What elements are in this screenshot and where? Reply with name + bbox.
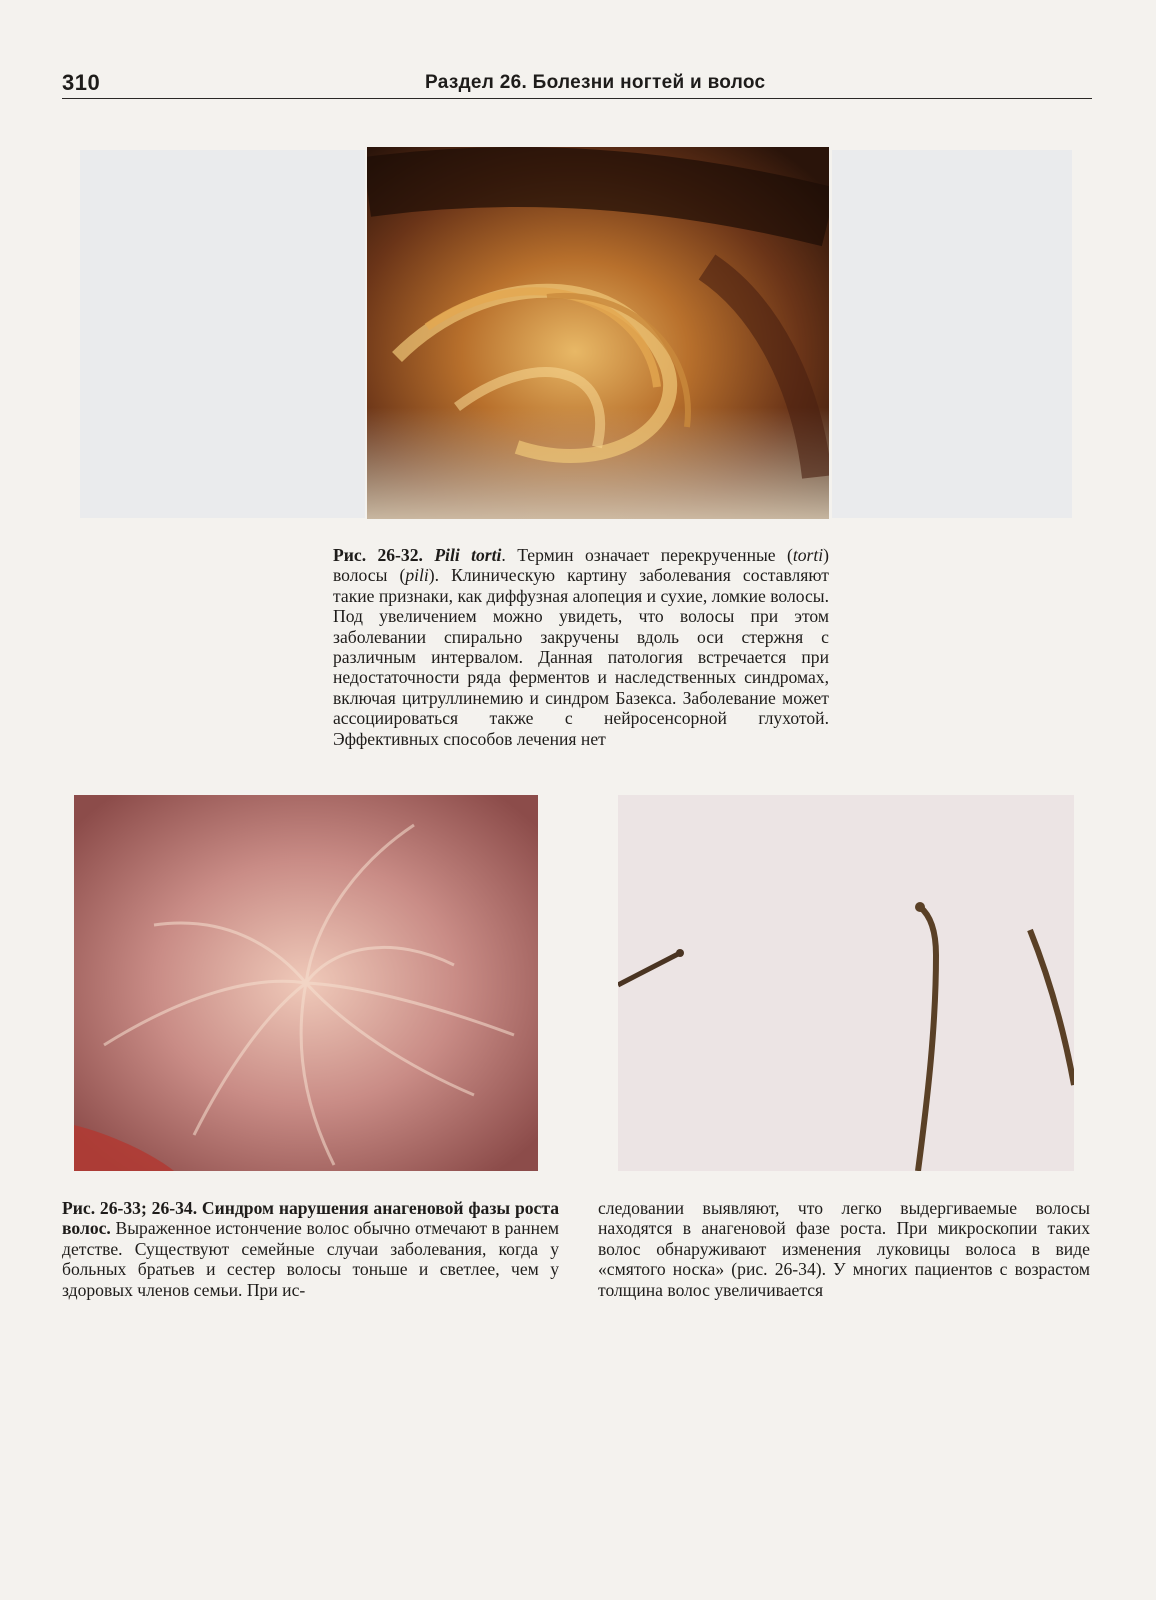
caption-fig-26-33-continued: следовании выявляют, что легко выдергиваемые волосы находятся в анагеновой фазе роста. При микроскопии таких волос обнаруживают изменения луковицы волоса в виде «смятого носка» (рис. 26-34). У многих пациентов с возрастом толщина волос увеличивается [598,1198,1090,1300]
fig-26-34-photo [618,795,1074,1171]
fig-26-32-term: Pili torti [434,545,502,565]
caption-text: ) волосы ( [333,545,830,586]
fig-26-33-photo [74,795,538,1171]
scalp-photo-icon [74,795,538,1171]
caption-fig-26-33 [62,1198,559,1300]
caption-fig-26-32 [333,545,829,749]
caption-italic-term: pili [405,565,429,586]
header-rule [62,98,1092,99]
fig-26-33-label: Рис. 26-33; 26-34. Синдром нарушения анагеновой фазы роста волос. [62,1198,559,1239]
caption-text: ). Клиническую картину заболевания составляют такие признаки, как диффузная алопеция и сухие, ломкие волосы. Под увеличением можно увидеть, что волосы при этом заболевании спирально закручены вдоль оси стержня с различным интервалом. Данная патология встречается при недостаточности ряда ферментов и наследственных синдромах, включая цитруллинемию и синдром Базекса. Заболевание может ассоциироваться также с нейросенсорной глухотой. Эффективных способов лечения нет [333,565,830,749]
running-head: Раздел 26. Болезни ногтей и волос [425,72,766,93]
fig-26-32-photo [367,147,829,519]
hair-microscopy-icon [618,795,1074,1171]
hair-photo-icon [367,147,829,519]
caption-text: . Термин означает перекрученные ( [501,545,793,565]
fig-26-32-label: Рис. 26-32. [333,545,423,565]
caption-italic-term: torti [792,545,824,565]
show-through-right [832,150,1072,518]
page-number: 310 [62,70,101,95]
caption-text: Выраженное истончение волос обычно отмечают в раннем детстве. Существуют семейные случаи заболевания, когда у больных братьев и сестер волосы тоньше и светлее, чем у здоровых членов семьи. При ис- [62,1218,559,1300]
show-through-left [80,150,365,518]
